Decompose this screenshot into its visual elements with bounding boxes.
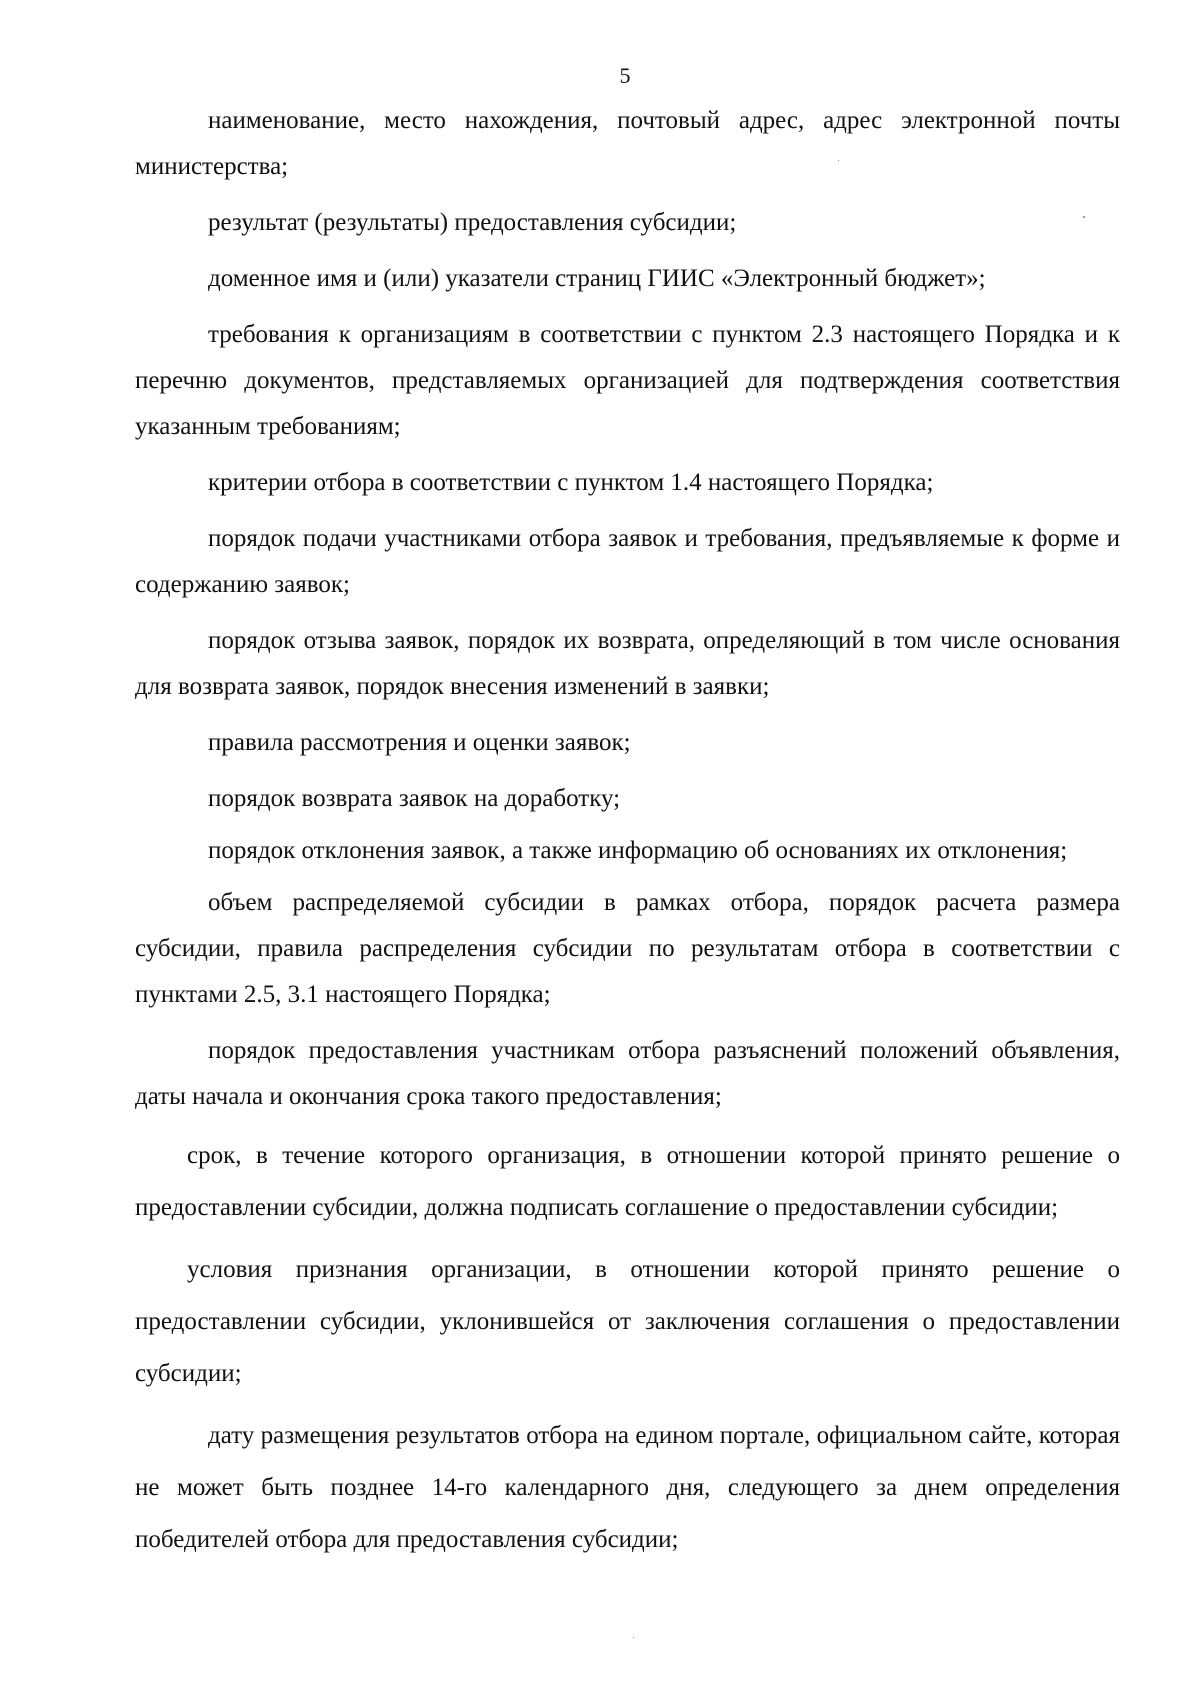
paragraph: дату размещения результатов отбора на едином портале, официальном сайте, которая не может быть позднее 14-го календарного дня, следующего за днем определения победителей отбора для предоставления субсидии; (135, 1422, 1120, 1553)
paragraph: порядок подачи участниками отбора заявок и требования, предъявляемые к форме и содержанию заявок; (135, 525, 1120, 598)
scan-speck (838, 160, 839, 161)
scan-speck (1083, 216, 1085, 218)
paragraph: наименование, место нахождения, почтовый адрес, адрес электронной почты министерства; (135, 107, 1120, 180)
page-number: 5 (619, 63, 631, 88)
paragraph: результат (результаты) предоставления субсидии; (208, 209, 737, 236)
paragraph: критерии отбора в соответствии с пунктом 1.4 настоящего Порядка; (208, 469, 934, 496)
paragraph: порядок отзыва заявок, порядок их возврата, определяющий в том числе основания для возврата заявок, порядок внесения изменений в заявки; (135, 627, 1120, 700)
paragraph: срок, в течение которого организация, в отношении которой принято решение о предоставлении субсидии, должна подписать соглашение о предоставлении субсидии; (135, 1142, 1120, 1221)
paragraph: порядок отклонения заявок, а также информацию об основаниях их отклонения; (208, 837, 1068, 864)
paragraph: условия признания организации, в отношении которой принято решение о предоставлении субсидии, уклонившейся от заключения соглашения о предоставлении субсидии; (135, 1256, 1120, 1387)
paragraph: требования к организациям в соответствии с пунктом 2.3 настоящего Порядка и к перечню документов, представляемых организацией для подтверждения соответствия указанным требованиям; (135, 321, 1120, 440)
paragraph: объем распределяемой субсидии в рамках отбора, порядок расчета размера субсидии, правила распределения субсидии по результатам отбора в соответствии с пунктами 2.5, 3.1 настоящего Порядка; (135, 889, 1120, 1008)
scan-speck (633, 1637, 634, 1638)
document-body (135, 98, 1120, 1566)
paragraph: порядок возврата заявок на доработку; (208, 785, 621, 812)
paragraph: доменное имя и (или) указатели страниц ГИИС «Электронный бюджет»; (208, 265, 986, 292)
paragraph: правила рассмотрения и оценки заявок; (208, 729, 631, 756)
paragraph: порядок предоставления участникам отбора разъяснений положений объявления, даты начала и окончания срока такого предоставления; (135, 1037, 1120, 1110)
